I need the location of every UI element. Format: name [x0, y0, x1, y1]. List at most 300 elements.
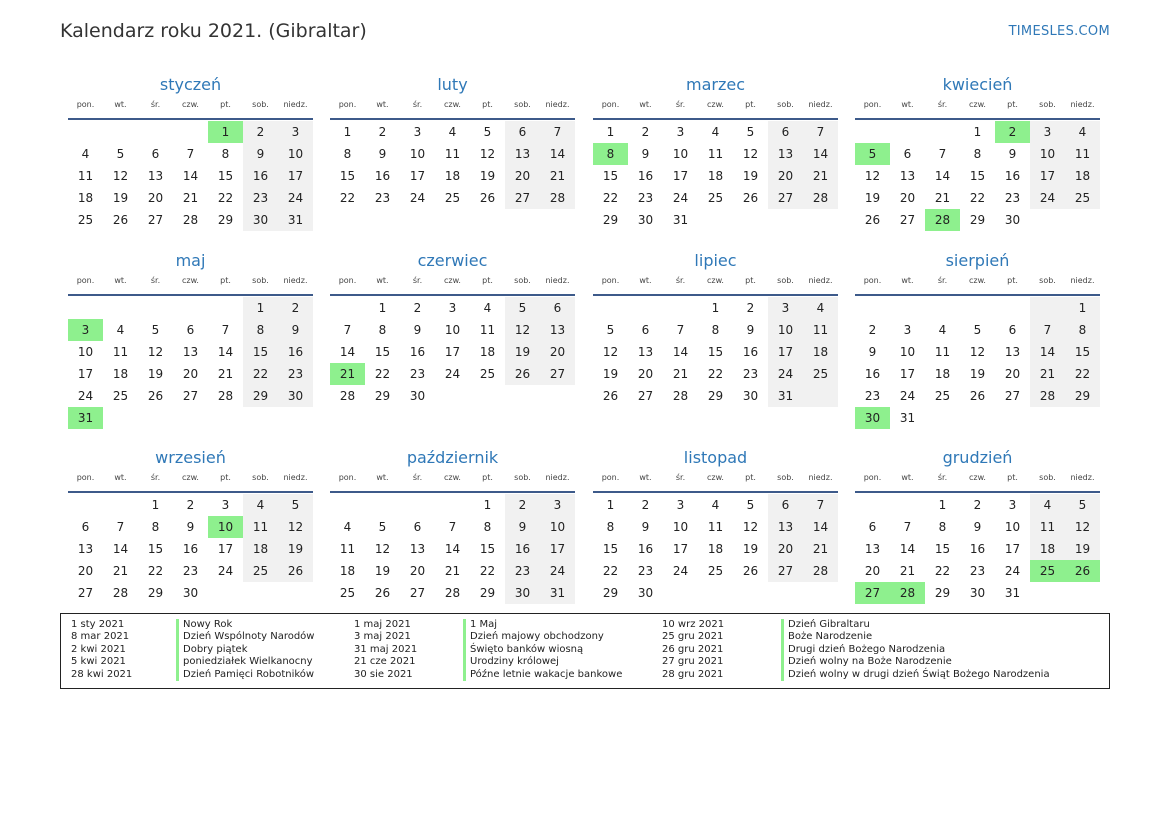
weekday-label: czw.: [969, 100, 986, 109]
holiday-name: poniedziałek Wielkanocny: [176, 656, 314, 668]
day-cell: 12: [864, 169, 881, 183]
weekday-label: niedz.: [808, 100, 833, 109]
day-cell: 22: [147, 564, 164, 578]
day-grid: [855, 493, 1100, 618]
weekday-label: wt.: [639, 276, 652, 285]
day-cell: 16: [182, 542, 199, 556]
day-cell: 6: [81, 520, 90, 534]
holiday-dates-column: [354, 619, 417, 681]
day-cell: 7: [1043, 323, 1052, 337]
day-grid: [68, 493, 313, 618]
day-cell: 10: [672, 520, 689, 534]
day-cell: 16: [742, 345, 759, 359]
day-grid: [593, 296, 838, 421]
day-cell: 8: [378, 323, 387, 337]
day-cell: 4: [116, 323, 125, 337]
day-cell: 4: [816, 301, 825, 315]
day-cell: 25: [812, 367, 829, 381]
day-cell: 1: [378, 301, 387, 315]
day-cell: 10: [287, 147, 304, 161]
day-cell: 6: [781, 498, 790, 512]
day-cell: 25: [444, 191, 461, 205]
day-cell: 23: [1004, 191, 1021, 205]
weekday-label: śr.: [937, 276, 948, 285]
day-cell: 30: [287, 389, 304, 403]
weekday-label: niedz.: [1070, 473, 1095, 482]
day-cell: 1: [343, 125, 352, 139]
day-cell: 17: [899, 367, 916, 381]
month-1: [330, 74, 575, 245]
day-cell: 5: [973, 323, 982, 337]
day-cell: 18: [1074, 169, 1091, 183]
day-cell: 3: [676, 498, 685, 512]
month-6: [593, 250, 838, 421]
day-cell: 12: [374, 542, 391, 556]
day-cell: 2: [256, 125, 265, 139]
day-cell: 3: [553, 498, 562, 512]
day-cell: 27: [1004, 389, 1021, 403]
day-cell: 20: [777, 542, 794, 556]
month-name: wrzesień: [155, 448, 226, 467]
day-cell: 19: [602, 367, 619, 381]
weekday-label: pon.: [338, 100, 357, 109]
day-cell: 16: [252, 169, 269, 183]
weekday-label: śr.: [412, 473, 423, 482]
day-cell: 13: [777, 520, 794, 534]
day-cell: 27: [77, 586, 94, 600]
holiday-name: Święto banków wiosną: [463, 644, 622, 656]
holiday-name: Dzień wolny na Boże Narodzenie: [781, 656, 1050, 668]
day-cell: 18: [479, 345, 496, 359]
holiday-day: 3: [68, 319, 103, 341]
day-cell: 7: [186, 147, 195, 161]
day-cell: 29: [969, 213, 986, 227]
day-cell: 19: [864, 191, 881, 205]
day-cell: 3: [413, 125, 422, 139]
day-cell: 17: [409, 169, 426, 183]
day-cell: 5: [116, 147, 125, 161]
weekday-header: [330, 473, 575, 487]
day-cell: 13: [514, 147, 531, 161]
day-cell: 30: [742, 389, 759, 403]
day-cell: 9: [746, 323, 755, 337]
day-cell: 24: [217, 564, 234, 578]
month-name: lipiec: [694, 251, 737, 270]
weekday-label: pon.: [76, 100, 95, 109]
day-cell: 22: [934, 564, 951, 578]
day-cell: 28: [182, 213, 199, 227]
day-cell: 28: [549, 191, 566, 205]
day-cell: 29: [217, 213, 234, 227]
month-name: sierpień: [945, 251, 1010, 270]
weekday-label: sob.: [514, 473, 531, 482]
day-cell: 16: [409, 345, 426, 359]
day-grid: [593, 493, 838, 618]
day-cell: 4: [711, 498, 720, 512]
day-cell: 1: [1078, 301, 1087, 315]
weekday-label: pt.: [220, 473, 231, 482]
holiday-day: 8: [593, 143, 628, 165]
day-cell: 23: [287, 367, 304, 381]
day-cell: 10: [444, 323, 461, 337]
day-cell: 26: [479, 191, 496, 205]
weekday-label: wt.: [901, 473, 914, 482]
day-cell: 6: [868, 520, 877, 534]
day-cell: 6: [518, 125, 527, 139]
day-cell: 31: [1004, 586, 1021, 600]
day-grid: [68, 296, 313, 425]
day-cell: 26: [374, 586, 391, 600]
month-9: [330, 447, 575, 618]
day-cell: 29: [252, 389, 269, 403]
day-cell: 14: [182, 169, 199, 183]
weekday-label: czw.: [182, 473, 199, 482]
day-cell: 13: [777, 147, 794, 161]
day-cell: 17: [1004, 542, 1021, 556]
weekday-label: pt.: [745, 100, 756, 109]
day-cell: 14: [217, 345, 234, 359]
day-cell: 10: [77, 345, 94, 359]
day-cell: 7: [816, 125, 825, 139]
holiday-date: 31 maj 2021: [354, 643, 418, 655]
day-cell: 18: [812, 345, 829, 359]
day-cell: 25: [934, 389, 951, 403]
weekday-label: śr.: [150, 276, 161, 285]
day-cell: 17: [549, 542, 566, 556]
day-cell: 21: [812, 169, 829, 183]
day-cell: 3: [291, 125, 300, 139]
day-cell: 31: [899, 411, 916, 425]
day-cell: 4: [256, 498, 265, 512]
day-cell: 28: [672, 389, 689, 403]
holiday-dates-column: [71, 619, 132, 681]
day-cell: 13: [409, 542, 426, 556]
weekday-label: pon.: [863, 276, 882, 285]
month-8: [68, 447, 313, 618]
weekday-label: czw.: [707, 473, 724, 482]
day-cell: 1: [483, 498, 492, 512]
day-cell: 4: [483, 301, 492, 315]
month-7: [855, 250, 1100, 425]
day-cell: 25: [1074, 191, 1091, 205]
day-cell: 15: [602, 169, 619, 183]
day-cell: 12: [479, 147, 496, 161]
day-cell: 4: [938, 323, 947, 337]
day-cell: 17: [672, 542, 689, 556]
day-cell: 20: [864, 564, 881, 578]
day-cell: 5: [518, 301, 527, 315]
day-cell: 22: [339, 191, 356, 205]
day-cell: 15: [969, 169, 986, 183]
holiday-dates-column: [662, 619, 724, 681]
day-cell: 23: [969, 564, 986, 578]
day-cell: 20: [549, 345, 566, 359]
day-cell: 23: [374, 191, 391, 205]
day-cell: 23: [864, 389, 881, 403]
day-cell: 25: [707, 191, 724, 205]
weekday-label: śr.: [675, 100, 686, 109]
day-cell: 12: [969, 345, 986, 359]
holiday-day: 27: [855, 582, 890, 604]
day-cell: 26: [742, 191, 759, 205]
day-cell: 23: [182, 564, 199, 578]
day-cell: 27: [777, 564, 794, 578]
day-cell: 11: [707, 147, 724, 161]
weekday-header: [330, 100, 575, 114]
day-cell: 16: [514, 542, 531, 556]
holiday-date: 2 kwi 2021: [71, 643, 126, 655]
day-cell: 25: [707, 564, 724, 578]
weekday-header: [68, 276, 313, 290]
day-cell: 23: [514, 564, 531, 578]
day-cell: 7: [938, 147, 947, 161]
day-cell: 5: [1078, 498, 1087, 512]
day-cell: 24: [1039, 191, 1056, 205]
holiday-date: 30 sie 2021: [354, 668, 413, 680]
day-cell: 8: [606, 520, 615, 534]
weekday-label: czw.: [444, 276, 461, 285]
day-cell: 19: [479, 169, 496, 183]
day-grid: [855, 296, 1100, 425]
day-cell: 10: [409, 147, 426, 161]
month-name: listopad: [683, 448, 748, 467]
day-cell: 24: [409, 191, 426, 205]
day-cell: 22: [217, 191, 234, 205]
day-cell: 22: [252, 367, 269, 381]
day-cell: 21: [444, 564, 461, 578]
day-cell: 9: [641, 520, 650, 534]
day-cell: 10: [1039, 147, 1056, 161]
day-cell: 8: [483, 520, 492, 534]
day-cell: 19: [1074, 542, 1091, 556]
day-cell: 24: [287, 191, 304, 205]
day-cell: 20: [182, 367, 199, 381]
day-cell: 5: [151, 323, 160, 337]
day-cell: 27: [409, 586, 426, 600]
day-cell: 8: [151, 520, 160, 534]
day-cell: 9: [413, 323, 422, 337]
weekday-label: czw.: [969, 473, 986, 482]
day-cell: 21: [549, 169, 566, 183]
day-cell: 26: [969, 389, 986, 403]
weekday-label: pt.: [220, 100, 231, 109]
day-cell: 17: [777, 345, 794, 359]
day-cell: 17: [672, 169, 689, 183]
day-cell: 19: [374, 564, 391, 578]
holiday-name: Dzień wolny w drugi dzień Świąt Bożego Narodzenia: [781, 669, 1050, 681]
weekday-label: pt.: [220, 276, 231, 285]
day-cell: 20: [1004, 367, 1021, 381]
day-cell: 29: [934, 586, 951, 600]
day-cell: 28: [339, 389, 356, 403]
holiday-name: Dzień Wspólnoty Narodów: [176, 631, 314, 643]
day-cell: 21: [112, 564, 129, 578]
day-cell: 7: [816, 498, 825, 512]
weekday-label: czw.: [707, 100, 724, 109]
day-cell: 21: [182, 191, 199, 205]
day-cell: 10: [777, 323, 794, 337]
weekday-label: pon.: [338, 473, 357, 482]
holiday-name: Dzień Pamięci Robotników: [176, 669, 314, 681]
weekday-label: pon.: [76, 276, 95, 285]
weekday-label: czw.: [444, 100, 461, 109]
day-cell: 27: [147, 213, 164, 227]
day-cell: 28: [217, 389, 234, 403]
day-cell: 28: [112, 586, 129, 600]
day-cell: 2: [868, 323, 877, 337]
day-cell: 8: [973, 147, 982, 161]
day-cell: 24: [899, 389, 916, 403]
day-grid: [330, 493, 575, 618]
day-cell: 11: [339, 542, 356, 556]
holiday-list: [60, 613, 1110, 689]
month-10: [593, 447, 838, 618]
day-cell: 1: [711, 301, 720, 315]
weekday-label: pt.: [1007, 276, 1018, 285]
weekday-label: niedz.: [283, 276, 308, 285]
day-cell: 21: [899, 564, 916, 578]
day-cell: 12: [742, 520, 759, 534]
holiday-day: 31: [68, 407, 103, 429]
holiday-date: 28 gru 2021: [662, 668, 724, 680]
weekday-label: śr.: [675, 473, 686, 482]
holiday-date: 8 mar 2021: [71, 631, 130, 643]
month-name: maj: [175, 251, 206, 270]
day-cell: 15: [147, 542, 164, 556]
holiday-names-column: [781, 619, 1050, 681]
day-cell: 28: [444, 586, 461, 600]
day-cell: 20: [409, 564, 426, 578]
day-cell: 24: [549, 564, 566, 578]
day-cell: 16: [637, 169, 654, 183]
weekday-label: wt.: [639, 473, 652, 482]
day-cell: 13: [637, 345, 654, 359]
weekday-label: wt.: [376, 473, 389, 482]
day-cell: 8: [256, 323, 265, 337]
day-cell: 13: [549, 323, 566, 337]
day-cell: 26: [112, 213, 129, 227]
day-cell: 17: [444, 345, 461, 359]
weekday-label: wt.: [114, 473, 127, 482]
day-cell: 26: [742, 564, 759, 578]
day-cell: 9: [256, 147, 265, 161]
day-grid: [593, 120, 838, 245]
weekday-label: sob.: [1039, 100, 1056, 109]
weekday-header: [330, 276, 575, 290]
day-cell: 14: [672, 345, 689, 359]
day-cell: 1: [606, 498, 615, 512]
day-cell: 22: [707, 367, 724, 381]
weekday-label: pt.: [482, 276, 493, 285]
month-3: [855, 74, 1100, 245]
weekday-label: wt.: [114, 276, 127, 285]
day-cell: 26: [147, 389, 164, 403]
day-cell: 19: [147, 367, 164, 381]
weekday-label: niedz.: [1070, 100, 1095, 109]
day-cell: 27: [899, 213, 916, 227]
weekday-label: sob.: [514, 276, 531, 285]
day-cell: 1: [938, 498, 947, 512]
day-cell: 11: [707, 520, 724, 534]
day-cell: 12: [1074, 520, 1091, 534]
weekday-header: [593, 276, 838, 290]
weekday-label: niedz.: [1070, 276, 1095, 285]
weekday-label: sob.: [777, 100, 794, 109]
day-cell: 19: [112, 191, 129, 205]
weekday-label: pon.: [76, 473, 95, 482]
holiday-date: 5 kwi 2021: [71, 656, 126, 668]
holiday-date: 28 kwi 2021: [71, 668, 133, 680]
day-cell: 14: [444, 542, 461, 556]
holiday-day: 5: [855, 143, 890, 165]
day-cell: 7: [343, 323, 352, 337]
month-name: styczeń: [159, 75, 222, 94]
day-cell: 11: [444, 147, 461, 161]
day-cell: 2: [413, 301, 422, 315]
day-cell: 2: [291, 301, 300, 315]
weekday-label: niedz.: [808, 276, 833, 285]
day-cell: 2: [378, 125, 387, 139]
weekday-label: sob.: [1039, 473, 1056, 482]
weekday-header: [855, 473, 1100, 487]
day-cell: 4: [1078, 125, 1087, 139]
weekday-label: śr.: [150, 473, 161, 482]
day-cell: 7: [903, 520, 912, 534]
day-cell: 31: [672, 213, 689, 227]
day-cell: 30: [637, 213, 654, 227]
day-cell: 15: [479, 542, 496, 556]
day-cell: 18: [707, 542, 724, 556]
day-grid: [330, 296, 575, 421]
day-cell: 24: [672, 564, 689, 578]
day-cell: 22: [374, 367, 391, 381]
month-11: [855, 447, 1100, 618]
day-cell: 14: [339, 345, 356, 359]
day-cell: 29: [602, 213, 619, 227]
day-cell: 18: [1039, 542, 1056, 556]
day-cell: 19: [514, 345, 531, 359]
day-cell: 23: [637, 191, 654, 205]
weekday-label: śr.: [937, 473, 948, 482]
day-cell: 2: [641, 498, 650, 512]
day-cell: 30: [409, 389, 426, 403]
day-cell: 19: [742, 542, 759, 556]
day-cell: 7: [553, 125, 562, 139]
site-link[interactable]: TIMESLES.COM: [1008, 24, 1110, 39]
day-cell: 5: [746, 125, 755, 139]
weekday-label: pon.: [863, 473, 882, 482]
day-cell: 10: [1004, 520, 1021, 534]
weekday-label: wt.: [376, 276, 389, 285]
day-cell: 30: [637, 586, 654, 600]
weekday-label: sob.: [252, 473, 269, 482]
day-cell: 9: [291, 323, 300, 337]
day-cell: 9: [641, 147, 650, 161]
day-cell: 1: [973, 125, 982, 139]
weekday-label: niedz.: [283, 473, 308, 482]
holiday-date: 3 maj 2021: [354, 631, 411, 643]
weekday-label: czw.: [707, 276, 724, 285]
day-cell: 13: [147, 169, 164, 183]
day-cell: 3: [1008, 498, 1017, 512]
day-cell: 21: [934, 191, 951, 205]
day-cell: 6: [641, 323, 650, 337]
day-cell: 22: [479, 564, 496, 578]
day-cell: 13: [77, 542, 94, 556]
holiday-date: 27 gru 2021: [662, 656, 724, 668]
day-cell: 10: [899, 345, 916, 359]
day-cell: 25: [112, 389, 129, 403]
